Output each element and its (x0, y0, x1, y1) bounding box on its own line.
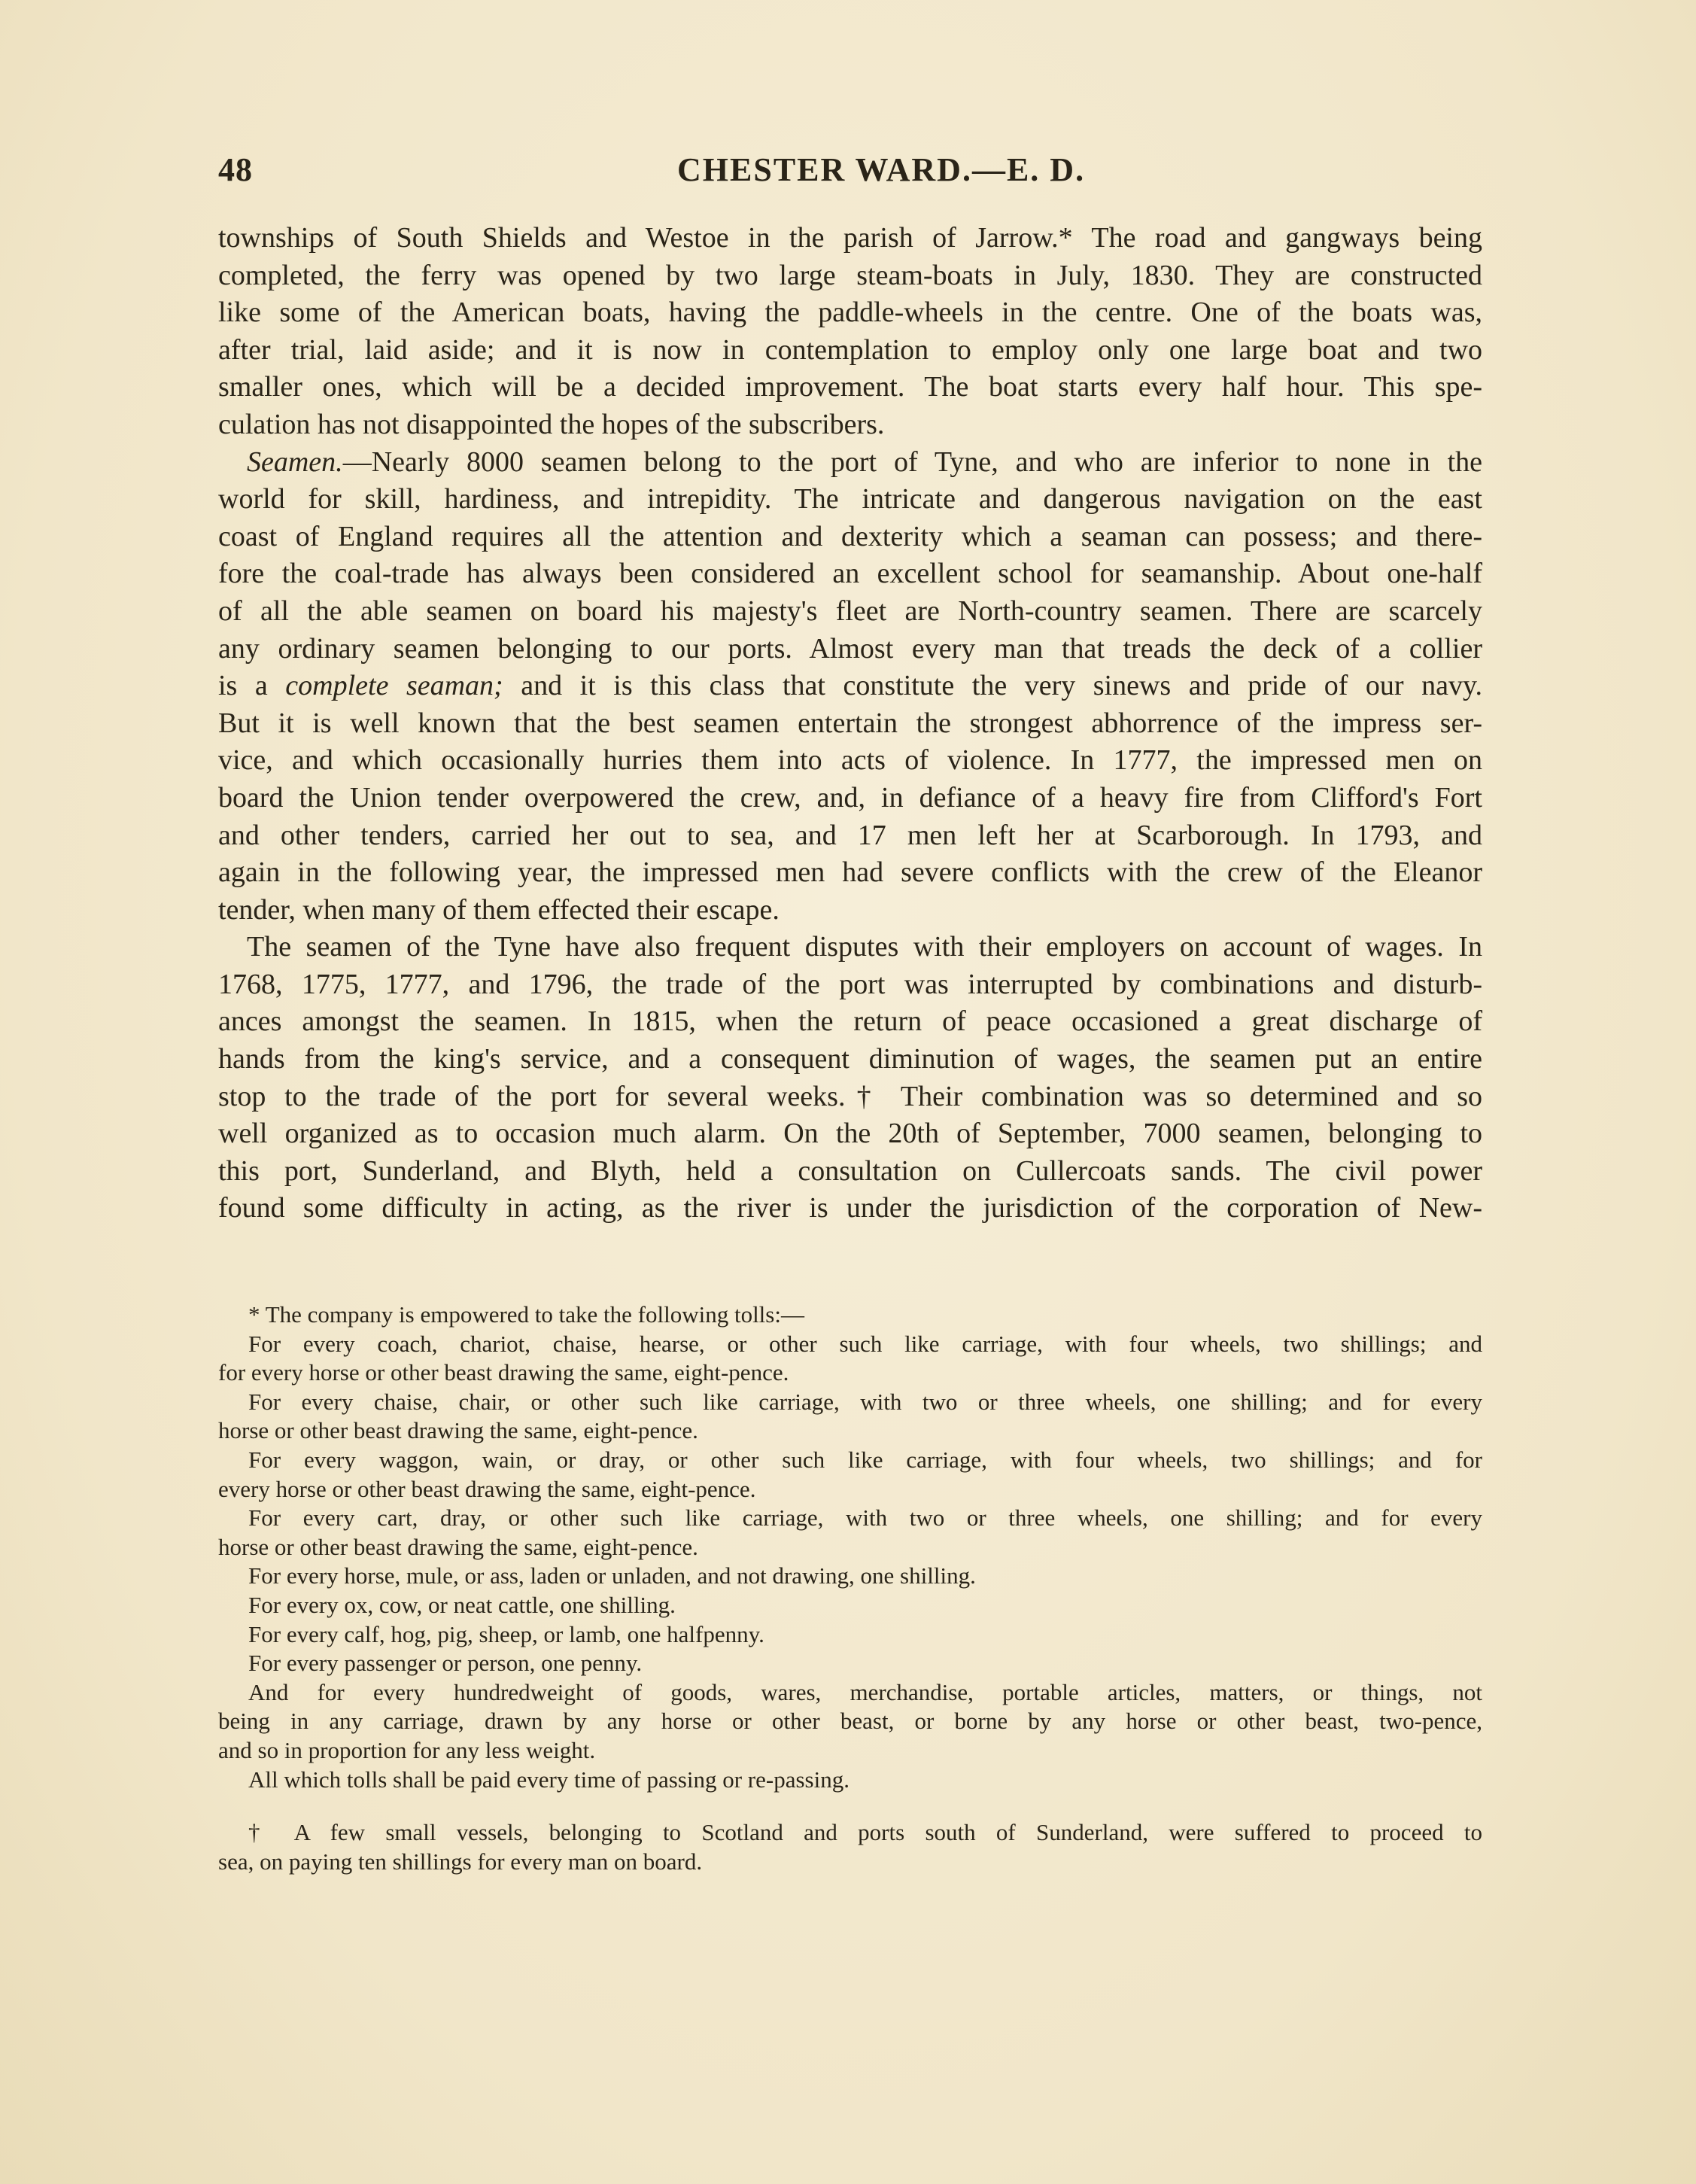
footnote-line: For every passenger or person, one penny. (248, 1650, 643, 1677)
text-line: 1768, 1775, 1777, and 1796, the trade of the port was interrupted by combinations and disturb- (218, 968, 1482, 1000)
footnote-line: All which tolls shall be paid every time of passing or re-passing. (248, 1766, 850, 1793)
text-line: well organized as to occasion much alarm. On the 20th of September, 7000 seamen, belonging to (218, 1118, 1482, 1150)
text-line: and other tenders, carried her out to sea, and 17 men left her at Scarborough. In 1793, and (218, 819, 1482, 851)
footnote-line: And for every hundredweight of goods, wares, merchandise, portable articles, matters, or things, not (248, 1678, 1482, 1705)
footnote-line: horse or other beast drawing the same, eight-pence. (218, 1533, 698, 1560)
text-line: culation has not disappointed the hopes of the subscribers. (218, 408, 885, 440)
text-line: fore the coal-trade has always been considered an excellent school for seamanship. About one-half (218, 558, 1482, 590)
footnote-line: every horse or other beast drawing the same, eight-pence. (218, 1475, 756, 1502)
text-line: stop to the trade of the port for several weeks.† Their combination was so determined and so (218, 1080, 1482, 1112)
text-line: ances amongst the seamen. In 1815, when the return of peace occasioned a great discharge of (218, 1005, 1482, 1038)
main-text (218, 220, 1482, 1227)
text-line: But it is well known that the best seamen entertain the strongest abhorrence of the impress ser- (218, 707, 1482, 739)
text-line: tender, when many of them effected their escape. (218, 893, 780, 926)
footnote-line: For every waggon, wain, or dray, or other such like carriage, with four wheels, two shillings; and for (248, 1446, 1482, 1473)
footnote-line: * The company is empowered to take the following tolls:— (248, 1301, 804, 1328)
text-line: The seamen of the Tyne have also frequent disputes with their employers on account of wages. In (247, 931, 1482, 963)
text-line: coast of England requires all the attention and dexterity which a seaman can possess; and there- (218, 520, 1482, 552)
text-line: again in the following year, the impressed men had severe conflicts with the crew of the Eleanor (218, 856, 1482, 889)
text-line: Seamen.—Nearly 8000 seamen belong to the port of Tyne, and who are inferior to none in the (247, 446, 1482, 478)
text-line: vice, and which occasionally hurries them into acts of violence. In 1777, the impressed men on (218, 744, 1482, 777)
text-line: board the Union tender overpowered the crew, and, in defiance of a heavy fire from Clifford's Fort (218, 781, 1482, 814)
text-line: townships of South Shields and Westoe in the parish of Jarrow.* The road and gangways being (218, 222, 1482, 254)
footnote-gap (218, 1794, 1482, 1818)
running-head: CHESTER WARD.—E. D. (677, 151, 1086, 188)
text-line: after trial, laid aside; and it is now in contemplation to employ only one large boat and two (218, 333, 1482, 366)
text-line: any ordinary seamen belonging to our ports. Almost every man that treads the deck of a collier (218, 632, 1482, 665)
footnote-line: For every cart, dray, or other such like carriage, with two or three wheels, one shilling; and for every (248, 1504, 1482, 1532)
footnote-line: For every chaise, chair, or other such like carriage, with two or three wheels, one shilling; and for every (248, 1388, 1482, 1415)
text-line: is a complete seaman; and it is this class that constitute the very sinews and pride of our navy. (218, 670, 1482, 702)
footnote-line: and so in proportion for any less weight. (218, 1736, 596, 1763)
text-line: like some of the American boats, having the paddle-wheels in the centre. One of the boats was, (218, 297, 1482, 329)
footnote-line: For every calf, hog, pig, sheep, or lamb, one halfpenny. (248, 1620, 764, 1647)
text-line: found some difficulty in acting, as the river is under the jurisdiction of the corporation of New- (218, 1192, 1482, 1224)
text-line: this port, Sunderland, and Blyth, held a consultation on Cullercoats sands. The civil power (218, 1154, 1482, 1187)
text-line: smaller ones, which will be a decided improvement. The boat starts every half hour. This spe- (218, 371, 1482, 403)
page-number: 48 (218, 151, 253, 188)
footnote-line: horse or other beast drawing the same, eight-pence. (218, 1417, 698, 1444)
footnote-line: For every coach, chariot, chaise, hearse, or other such like carriage, with four wheels, two shillings; and (248, 1330, 1482, 1357)
text-line: hands from the king's service, and a consequent diminution of wages, the seamen put an entire (218, 1043, 1482, 1075)
footnote-line: sea, on paying ten shillings for every man on board. (218, 1848, 703, 1875)
footnote-line: for every horse or other beast drawing the same, eight-pence. (218, 1359, 789, 1386)
footnote-line: † A few small vessels, belonging to Scotland and ports south of Sunderland, were suffered to proceed to (248, 1819, 1482, 1846)
footnotes (218, 1300, 1482, 1876)
text-line: completed, the ferry was opened by two large steam-boats in July, 1830. They are constructed (218, 259, 1482, 291)
footnote-line: being in any carriage, drawn by any horse or other beast, or borne by any horse or other beast, two-pence, (218, 1708, 1482, 1735)
text-line: of all the able seamen on board his majesty's fleet are North-country seamen. There are scarcely (218, 595, 1482, 627)
text-line: world for skill, hardiness, and intrepidity. The intricate and dangerous navigation on the east (218, 483, 1482, 516)
footnote-line: For every horse, mule, or ass, laden or unladen, and not drawing, one shilling. (248, 1562, 976, 1589)
footnote-line: For every ox, cow, or neat cattle, one shilling. (248, 1591, 676, 1618)
